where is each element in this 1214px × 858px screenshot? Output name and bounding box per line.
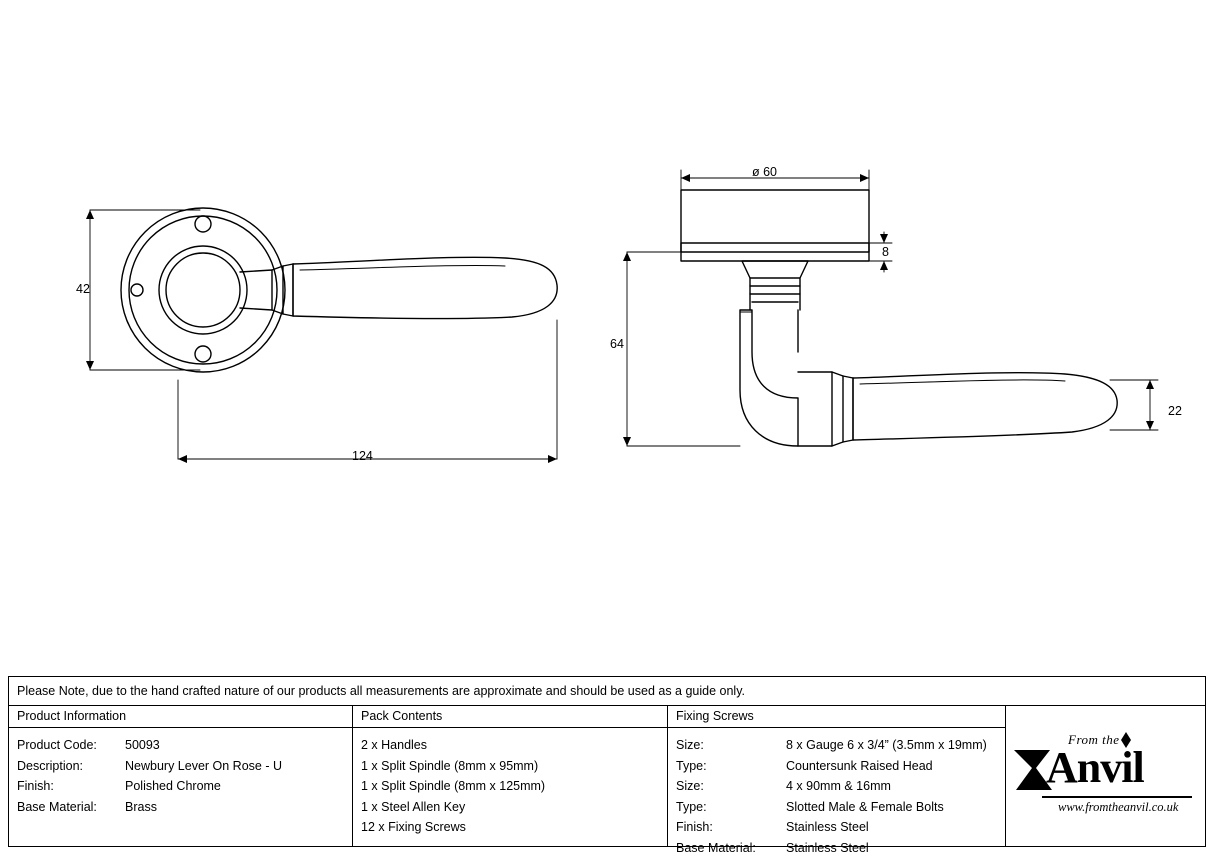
base-material-label: Base Material: bbox=[17, 797, 125, 818]
fixing-screws-row bbox=[676, 817, 1005, 838]
product-information-header: Product Information bbox=[9, 706, 352, 728]
info-columns bbox=[9, 706, 1205, 846]
product-information-column bbox=[9, 706, 353, 846]
fixing-screws-row bbox=[676, 776, 1005, 797]
description-row bbox=[17, 756, 352, 777]
fixing-screws-value: Countersunk Raised Head bbox=[786, 756, 933, 777]
pack-contents-item: 1 x Split Spindle (8mm x 125mm) bbox=[361, 776, 667, 797]
disclaimer-text: Please Note, due to the hand crafted nature of our products all measurements are approximate and should be used as a guide only. bbox=[17, 684, 745, 698]
fixing-screws-label: Base Material: bbox=[676, 838, 786, 858]
pack-contents-column bbox=[353, 706, 668, 846]
brand-logo bbox=[1006, 706, 1205, 846]
product-code-value: 50093 bbox=[125, 735, 160, 756]
fixing-screws-header: Fixing Screws bbox=[668, 706, 1005, 728]
fixing-screws-label: Finish: bbox=[676, 817, 786, 838]
dimension-label-diameter-60: ø 60 bbox=[752, 165, 777, 179]
pack-contents-item: 12 x Fixing Screws bbox=[361, 817, 667, 838]
product-code-row bbox=[17, 735, 352, 756]
description-value: Newbury Lever On Rose - U bbox=[125, 756, 282, 777]
product-information-body bbox=[9, 728, 352, 817]
logo-inner bbox=[1006, 706, 1205, 846]
fixing-screws-column bbox=[668, 706, 1006, 846]
dimension-label-42: 42 bbox=[76, 282, 90, 296]
base-material-row bbox=[17, 797, 352, 818]
pack-contents-body bbox=[353, 728, 667, 838]
fixing-screws-label: Type: bbox=[676, 797, 786, 818]
info-block bbox=[8, 676, 1206, 847]
fixing-screws-value: Stainless Steel bbox=[786, 817, 869, 838]
description-label: Description: bbox=[17, 756, 125, 777]
dimension-label-64: 64 bbox=[610, 337, 624, 351]
fixing-screws-value: 8 x Gauge 6 x 3/4” (3.5mm x 19mm) bbox=[786, 735, 987, 756]
lower-collar bbox=[798, 372, 832, 446]
screw-hole-bottom bbox=[195, 346, 211, 362]
fixing-screws-label: Size: bbox=[676, 776, 786, 797]
grub-screw bbox=[131, 284, 143, 296]
logo-column bbox=[1006, 706, 1205, 846]
dimension-label-22: 22 bbox=[1168, 404, 1182, 418]
disclaimer-note bbox=[9, 677, 1205, 706]
logo-url: www.fromtheanvil.co.uk bbox=[1058, 800, 1178, 815]
fixing-screws-row bbox=[676, 797, 1005, 818]
dimension-64 bbox=[623, 252, 740, 446]
fixing-screws-row bbox=[676, 756, 1005, 777]
pack-contents-item: 1 x Split Spindle (8mm x 95mm) bbox=[361, 756, 667, 777]
fixing-screws-value: Slotted Male & Female Bolts bbox=[786, 797, 944, 818]
dimension-label-124: 124 bbox=[352, 449, 373, 463]
fixing-screws-label: Size: bbox=[676, 735, 786, 756]
logo-top-text: From the bbox=[1068, 732, 1120, 748]
dimension-label-8: 8 bbox=[882, 245, 889, 259]
base-material-value: Brass bbox=[125, 797, 157, 818]
fixing-screws-label: Type: bbox=[676, 756, 786, 777]
fixing-screws-value: Stainless Steel bbox=[786, 838, 869, 858]
product-code-label: Product Code: bbox=[17, 735, 125, 756]
pack-contents-item: 1 x Steel Allen Key bbox=[361, 797, 667, 818]
finish-label: Finish: bbox=[17, 776, 125, 797]
finish-value: Polished Chrome bbox=[125, 776, 221, 797]
rose-boss bbox=[742, 261, 808, 278]
pack-contents-header: Pack Contents bbox=[353, 706, 667, 728]
pack-contents-item: 2 x Handles bbox=[361, 735, 667, 756]
finish-row bbox=[17, 776, 352, 797]
dimension-124 bbox=[178, 320, 557, 463]
fixing-screws-body bbox=[668, 728, 1005, 858]
lever-stem bbox=[740, 310, 798, 446]
fixing-screws-row bbox=[676, 735, 1005, 756]
fixing-screws-value: 4 x 90mm & 16mm bbox=[786, 776, 891, 797]
logo-name: Anvil bbox=[1046, 742, 1144, 793]
logo-underline bbox=[1042, 796, 1192, 798]
screw-hole-top bbox=[195, 216, 211, 232]
